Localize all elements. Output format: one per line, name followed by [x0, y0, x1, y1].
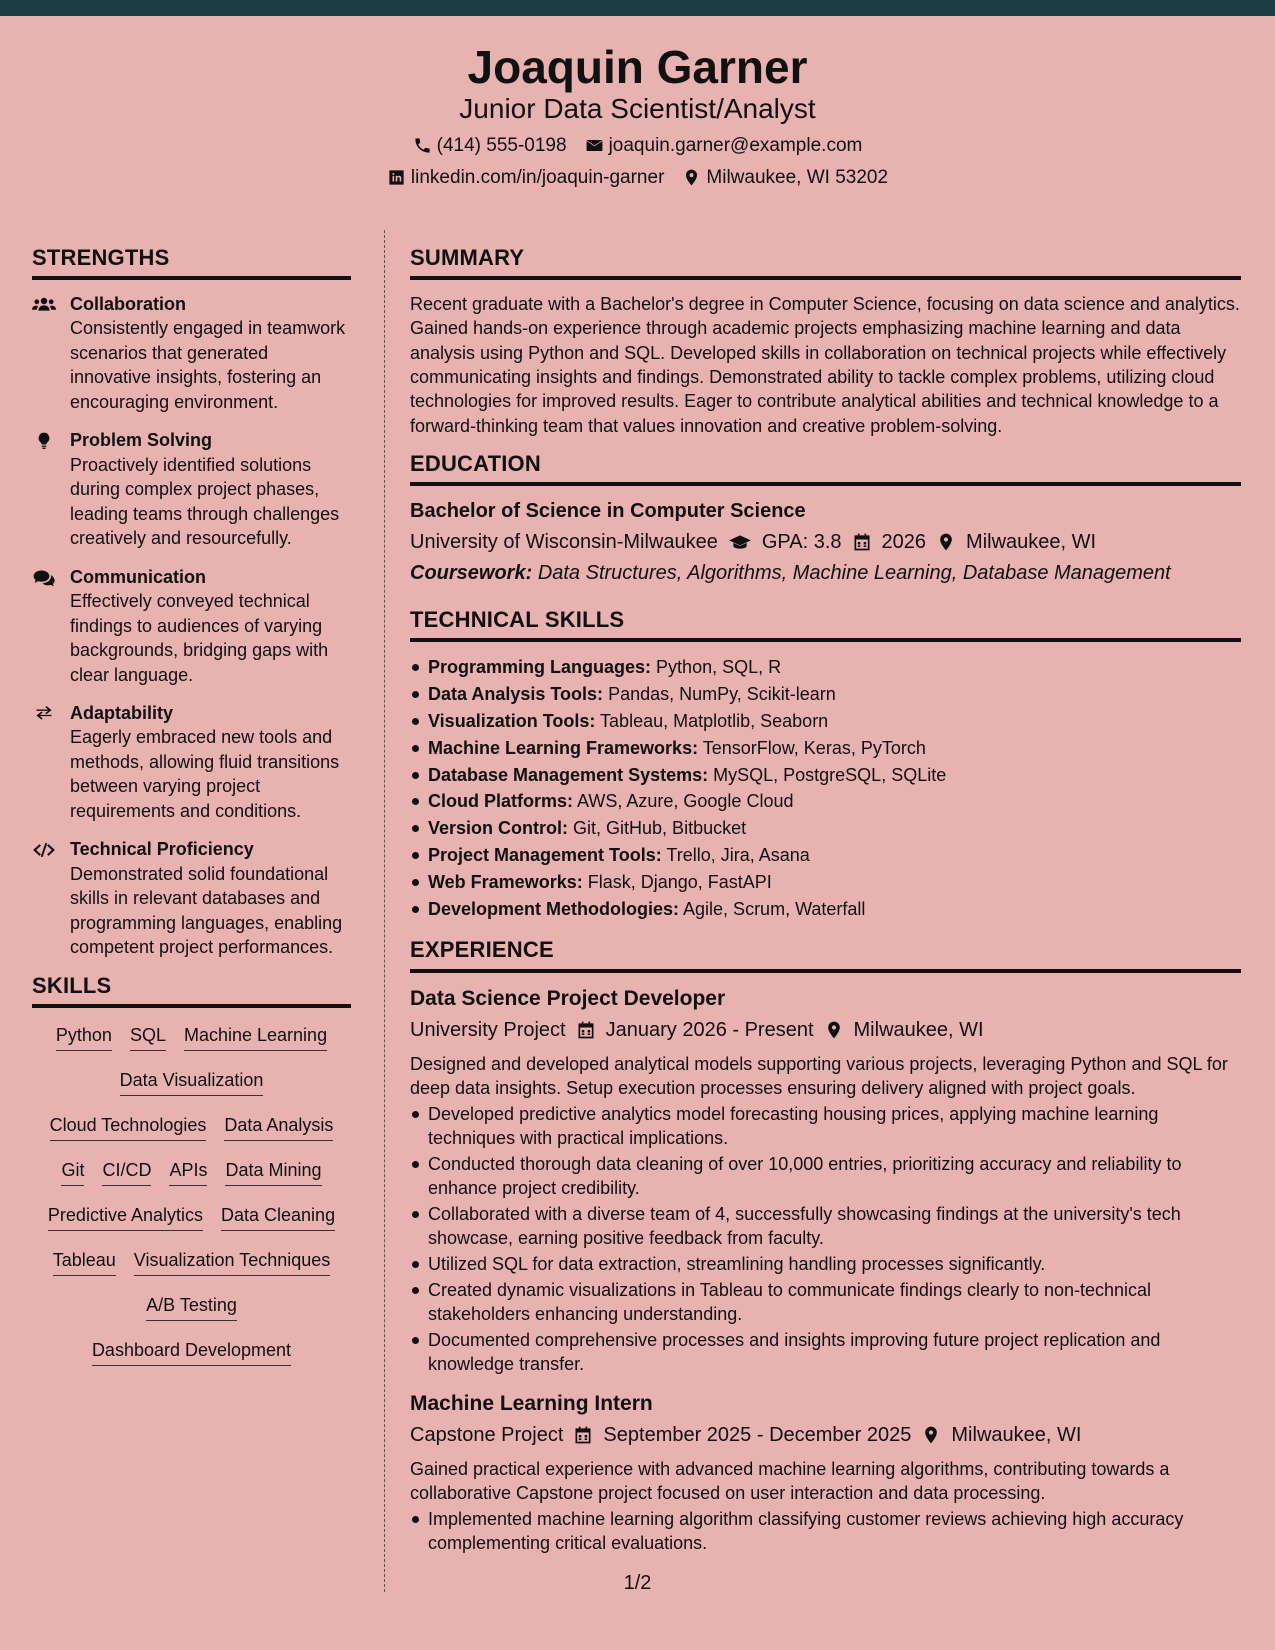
phone-text: (414) 555-0198 — [436, 135, 567, 156]
candidate-name: Joaquin Garner — [467, 41, 808, 93]
job-description: Gained practical experience with advanced machine learning algorithms, contributing towards a collaborative Capstone project focused on user interaction and data processing. — [410, 1459, 1170, 1504]
job-entry — [410, 985, 1241, 1376]
skill-tag-row — [32, 1155, 351, 1200]
skill-tag: Machine Learning — [184, 1026, 327, 1051]
skill-tag: Git — [61, 1161, 84, 1186]
right-column — [410, 246, 1241, 1569]
strength-item — [32, 428, 351, 550]
strength-item — [32, 701, 351, 823]
strength-item — [32, 292, 351, 414]
strength-description: Proactively identified solutions during complex project phases, leading teams through challenges creatively and resourcefully. — [70, 454, 340, 549]
degree-title: Bachelor of Science in Computer Science — [410, 500, 806, 523]
skill-tag: CI/CD — [102, 1161, 151, 1186]
strength-title: Problem Solving — [70, 430, 213, 451]
strength-description: Consistently engaged in teamwork scenarios that generated innovative insights, fostering an encouraging environment. — [70, 318, 346, 412]
job-title: Machine Learning Intern — [410, 1391, 653, 1415]
list-item: Collaborated with a diverse team of 4, successfully showcasing findings at the university's tech showcase, earning positive feedback from faculty. — [410, 1202, 1241, 1250]
summary-section — [410, 246, 1241, 438]
education-heading: EDUCATION — [410, 452, 1241, 486]
list-item: Data Analysis Tools: Pandas, NumPy, Scikit-learn — [410, 681, 1241, 708]
skill-tag: Cloud Technologies — [50, 1116, 207, 1141]
candidate-title: Junior Data Scientist/Analyst — [459, 93, 816, 124]
technical-skills-section — [410, 608, 1241, 922]
summary-heading: SUMMARY — [410, 246, 1241, 280]
skill-tag-row — [32, 1200, 351, 1245]
phone-contact[interactable] — [413, 136, 567, 155]
resume-header — [0, 16, 1275, 204]
linkedin-icon — [387, 168, 406, 187]
job-title: Data Science Project Developer — [410, 986, 726, 1010]
skill-tag-row — [32, 1290, 351, 1335]
skill-tag-row — [32, 1245, 351, 1290]
coursework-label: Coursework: — [410, 562, 533, 585]
technical-skills-list — [410, 654, 1241, 922]
list-item: Visualization Tools: Tableau, Matplotlib, Seaborn — [410, 708, 1241, 735]
strengths-heading: STRENGTHS — [32, 246, 351, 280]
list-item: Development Methodologies: Agile, Scrum, Waterfall — [410, 896, 1241, 923]
email-text: joaquin.garner@example.com — [608, 135, 863, 156]
strength-description: Demonstrated solid foundational skills in relevant databases and programming languages, enabling competent project performances. — [70, 863, 343, 958]
strength-description: Effectively conveyed technical findings to audiences of varying backgrounds, bridging gaps with clear language. — [70, 591, 329, 685]
location-contact — [682, 168, 888, 187]
school-location: Milwaukee, WI — [966, 531, 1097, 554]
list-item: Version Control: Git, GitHub, Bitbucket — [410, 815, 1241, 842]
job-bullets — [410, 1507, 1241, 1555]
job-org: University Project — [410, 1018, 566, 1041]
graduation-year: 2026 — [881, 531, 927, 554]
job-dates: January 2026 - Present — [605, 1018, 814, 1041]
top-accent-bar — [0, 0, 1275, 16]
summary-text: Recent graduate with a Bachelor's degree in Computer Science, focusing on data science and analytics. Gained hands-on experience through academic projects emphasizing machine learning and data analysis using Python and SQL. Developed skills in collaboration on technical projects while effectively communicating insights and findings. Demonstrated ability to tackle complex problems, utilizing cloud technologies for improved results. Eager to contribute analytical abilities and technical knowledge to a forward-thinking team that values innovation and creative problem-solving. — [410, 294, 1240, 436]
map-marker-icon — [824, 1020, 844, 1040]
skill-tags — [32, 1020, 351, 1380]
column-divider — [384, 230, 385, 1592]
job-location: Milwaukee, WI — [853, 1018, 984, 1041]
skill-tag: Visualization Techniques — [134, 1251, 330, 1276]
list-item: Web Frameworks: Flask, Django, FastAPI — [410, 869, 1241, 896]
gpa-text: GPA: 3.8 — [761, 531, 842, 554]
experience-heading: EXPERIENCE — [410, 938, 1241, 972]
job-org: Capstone Project — [410, 1424, 564, 1447]
education-meta — [410, 528, 1241, 556]
list-item: Database Management Systems: MySQL, PostgreSQL, SQLite — [410, 762, 1241, 789]
coursework-list: Data Structures, Algorithms, Machine Learning, Database Management — [537, 562, 1171, 585]
calendar-icon — [573, 1425, 593, 1445]
skill-tag: Data Cleaning — [221, 1206, 335, 1231]
exchange-icon — [32, 704, 56, 724]
list-item: Utilized SQL for data extraction, streamlining handling processes significantly. — [410, 1252, 1241, 1276]
list-item: Machine Learning Frameworks: TensorFlow, Keras, PyTorch — [410, 735, 1241, 762]
coursework — [410, 558, 1241, 588]
skill-tag-row — [32, 1335, 351, 1380]
job-entry — [410, 1390, 1241, 1555]
code-icon — [32, 840, 56, 860]
location-text: Milwaukee, WI 53202 — [706, 167, 889, 188]
job-meta — [410, 1016, 1241, 1044]
skill-tag: Data Analysis — [224, 1116, 333, 1141]
phone-icon — [413, 136, 432, 155]
skill-tag-row — [32, 1020, 351, 1065]
skill-tag: A/B Testing — [146, 1296, 237, 1321]
map-marker-icon — [682, 168, 701, 187]
strength-item — [32, 837, 351, 959]
job-bullets — [410, 1102, 1241, 1376]
list-item: Conducted thorough data cleaning of over 10,000 entries, prioritizing accuracy and reliability to enhance project credibility. — [410, 1152, 1241, 1200]
list-item: Developed predictive analytics model forecasting housing prices, applying machine learning techniques with practical implications. — [410, 1102, 1241, 1150]
skill-tag: SQL — [130, 1026, 166, 1051]
calendar-icon — [576, 1020, 596, 1040]
envelope-icon — [585, 136, 604, 155]
linkedin-contact[interactable] — [387, 168, 664, 187]
job-dates: September 2025 - December 2025 — [603, 1424, 912, 1447]
list-item: Implemented machine learning algorithm classifying customer reviews achieving high accuracy complementing critical evaluations. — [410, 1507, 1241, 1555]
comments-icon — [32, 568, 56, 588]
map-marker-icon — [936, 532, 956, 552]
strength-title: Collaboration — [70, 294, 186, 315]
contact-row-2 — [0, 168, 1275, 187]
map-marker-icon — [921, 1425, 941, 1445]
strength-title: Communication — [70, 566, 207, 587]
strengths-section — [32, 246, 351, 960]
skill-tag: Tableau — [53, 1251, 116, 1276]
skill-tag: APIs — [169, 1161, 207, 1186]
skill-tag: Data Visualization — [120, 1071, 264, 1096]
school-name: University of Wisconsin-Milwaukee — [410, 531, 718, 554]
left-column — [32, 246, 351, 1380]
skill-tag-row — [32, 1065, 351, 1110]
skill-tag: Data Mining — [225, 1161, 321, 1186]
list-item: Programming Languages: Python, SQL, R — [410, 654, 1241, 681]
list-item: Project Management Tools: Trello, Jira, Asana — [410, 842, 1241, 869]
skill-tag-row — [32, 1110, 351, 1155]
calendar-icon — [852, 532, 872, 552]
strength-item — [32, 565, 351, 687]
list-item: Documented comprehensive processes and insights improving future project replication and knowledge transfer. — [410, 1328, 1241, 1376]
list-item: Created dynamic visualizations in Tableau to communicate findings clearly to non-technical stakeholders enhancing understanding. — [410, 1278, 1241, 1326]
email-contact[interactable] — [585, 136, 863, 155]
graduation-cap-icon — [728, 532, 752, 552]
page-number: 1/2 — [623, 1572, 652, 1594]
job-meta — [410, 1421, 1241, 1449]
strength-title: Adaptability — [70, 703, 174, 724]
linkedin-text: linkedin.com/in/joaquin-garner — [410, 167, 665, 188]
list-item: Cloud Platforms: AWS, Azure, Google Cloud — [410, 788, 1241, 815]
strength-title: Technical Proficiency — [70, 839, 254, 860]
skill-tag: Python — [56, 1026, 112, 1051]
job-location: Milwaukee, WI — [951, 1424, 1082, 1447]
experience-section — [410, 938, 1241, 1555]
contact-row-1 — [0, 136, 1275, 155]
skill-tag: Dashboard Development — [92, 1341, 291, 1366]
skill-tag: Predictive Analytics — [48, 1206, 203, 1231]
skills-heading: SKILLS — [32, 974, 351, 1008]
strength-description: Eagerly embraced new tools and methods, allowing fluid transitions between varying project requirements and conditions. — [70, 727, 340, 821]
users-icon — [32, 295, 56, 315]
technical-skills-heading: TECHNICAL SKILLS — [410, 608, 1241, 642]
skills-section — [32, 974, 351, 1380]
education-section — [410, 452, 1241, 588]
lightbulb-icon — [32, 431, 56, 451]
job-description: Designed and developed analytical models supporting various projects, leveraging Python and SQL for deep data insights. Setup execution processes ensuring delivery aligned with project goals. — [410, 1053, 1228, 1098]
